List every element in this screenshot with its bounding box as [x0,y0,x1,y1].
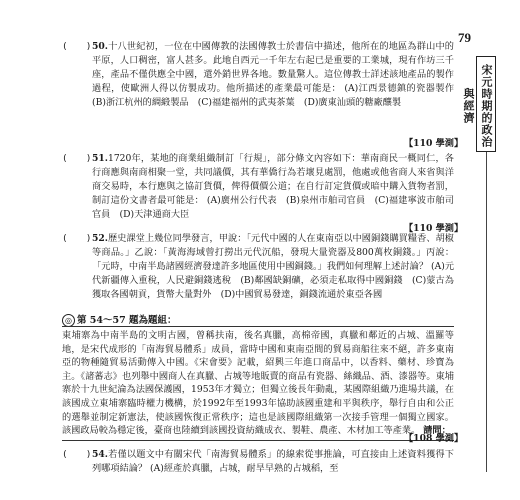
question-number: 54. [92,449,108,460]
question-number: 52. [92,233,108,244]
group-heading-text: 第 54～57 題為題組： [77,315,177,326]
question-text: 歷史課堂上幾位同學發言，甲說：「元代中國的人在東南亞以中國銅錢購買糧香、胡椒等商品。」乙說：「黃海海域曾打撈出元代沉船，發現大量瓷器及800萬枚銅錢。」丙說：「元時，中南半島諸國經濟發達許多地區使用中國銅錢。」我們如何理解上述討論？ [92,233,454,272]
question-text: 十八世紀初，一位在中國傳教的法國傳教士於書信中描述，他所在的地區為群山中的平原，人口稠密，富人甚多。此地自西元一千年左右起已是重要的工業城，現有作坊三千座，產品不僅供應全中國，還外銷世界各地。數量驚人。這位傳教士詳述該地產品的製作過程，使歐洲人得以仿製成功。他所描述的產業最可能是： [92,41,454,94]
question-options: (A)元代新疆傳入重稅，人民避銅錢逃稅 (B)鄰國缺銅礦，必須走私取得中國銅錢 (C)蒙古為獲取各國朝貢，貨幣大量對外 (D)中國貿易發達，銅錢流通於東亞各國 [92,261,455,300]
answer-paren[interactable]: ( ) [62,153,92,164]
question-options: (A)經產於真臘，占城，耐旱早熟的占城稻，至 [150,463,339,474]
source-tag: 【110 學測】 [404,138,464,149]
answer-paren[interactable]: ( ) [62,449,92,460]
chapter-side-tab [462,56,496,152]
side-rule [486,152,487,472]
question-54 [62,448,454,476]
question-52 [62,232,455,302]
chapter-side-tab-label: 宋元時期的政治與經濟 [462,64,493,148]
source-tag: 【110 學測】 [404,223,464,234]
answer-paren[interactable]: ( ) [62,233,92,244]
answer-paren[interactable]: ( ) [62,41,92,52]
passage-text: 東埔寨為中南半島的文明古國，曾稱扶南，後名真臘，高棉帝國，真臘和鄰近的占城、溫羅等地，是宋代成形的「南海貿易體系」成員，當時中國和東南亞間的貿易商船往來不絕，許多東南亞的物種隨貿易活動傳入中國。《宋會要》記載，紹興三年進口商品中，以香料、藥材、珍寶為主。《諸蕃志》也列舉中國商人在真臘、占城等地販賣的商品有瓷器、絲織品、酒、漆器等。東埔寨於十九世紀淪為法國保護國，1953年才獨立；但獨立後長年動亂，某國際組織乃進場共議，在該國成立東埔寨臨時權力機構，於1992年至1993年協助該國重建和平與秩序，舉行自由和公正的選舉並制定新憲法，使該國恢復正常秩序；這也是該國際組織第一次接手管理一個獨立國家。該國政局較為穩定後，臺商也陸續到該國投資紡織成衣、製鞋、農產、木材加工等產業。 [62,330,454,437]
question-options: (A)江西景德鎮的瓷器製作 (B)浙江杭州的綢緞製品 (C)福建福州的武夷茶葉 (D)廣東汕頭的糖廠釀製 [92,83,464,108]
reading-passage [62,326,454,441]
question-50 [62,40,464,110]
source-tag: 【108 學測】 [404,433,464,444]
question-text: 1720年，某地的商業組織制訂「行規」，部分條文內容如下：華南商民一概同仁，各行商應與南商相聚一堂，共同議價，其有華僑行為若壞見處罰，他處或他省商人來省與洋商交易時，本行應與之協訂貨價，俾得價價公道；在自行訂定貨價或暗中購入貨物者罰，制訂這份文書者最可能是： [92,153,454,206]
question-51 [62,152,455,222]
page-number: 79 [458,30,471,45]
question-number: 51. [92,153,108,164]
group-marker: ◎ [62,314,75,327]
question-number: 50. [92,41,108,52]
question-group-heading [62,312,177,327]
passage-ask: 請問： [423,425,451,437]
question-text: 若僅以題文中有關宋代「南海貿易體系」的線索從事推論，可直接由上述資料獲得下列哪項結論？ [92,449,454,474]
question-options: (A)廣州公行代表 (B)泉州市舶司官員 (C)福建寧波市舶司官員 (D)天津通商大臣 [92,195,455,220]
